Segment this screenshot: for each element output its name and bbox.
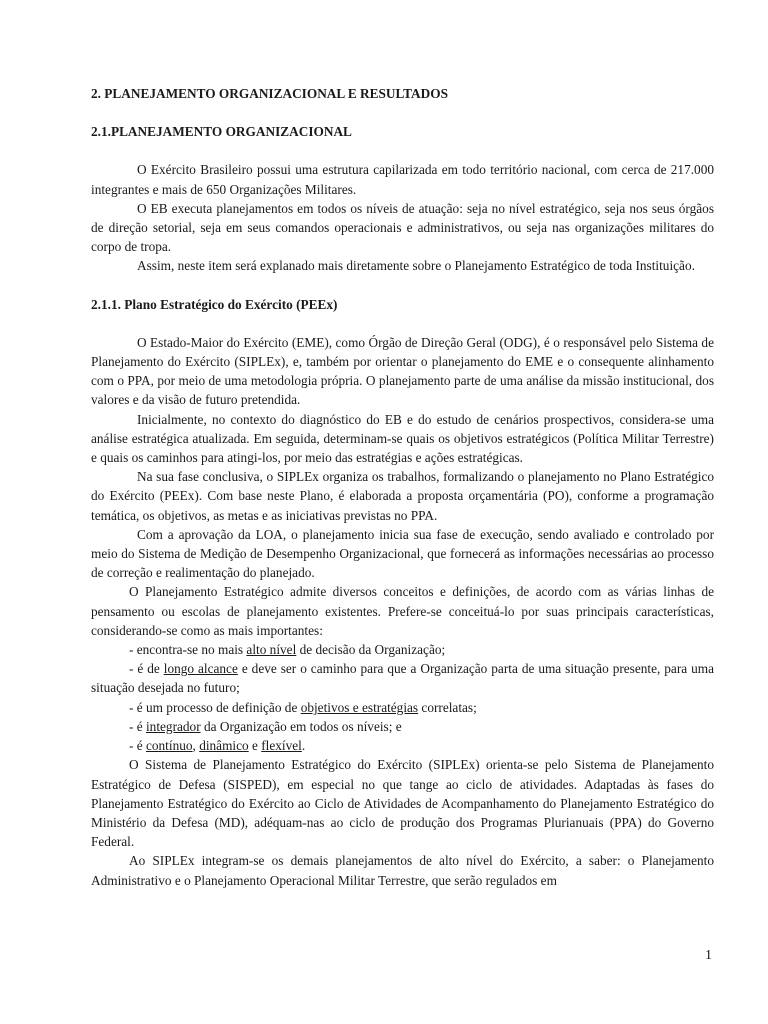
item-text: - é bbox=[129, 738, 146, 754]
item-emphasis: integrador bbox=[145, 718, 201, 734]
peex-heading: 2.1.1. Plano Estratégico do Exército (PEEx) bbox=[91, 296, 338, 312]
peex-paragraph: O Planejamento Estratégico admite diversos conceitos e definições, de acordo com as várias linhas de pensamento ou escolas de planejamento existentes. Prefere-se conceituá-lo por suas principais características, considerando-se como as mais importantes: bbox=[91, 584, 714, 638]
item-text: correlatas; bbox=[418, 699, 477, 715]
item-text: de decisão da Organização; bbox=[296, 642, 446, 658]
item-text: e deve ser o caminho para que a Organização parta de uma situação presente, para uma situação desejada no futuro; bbox=[91, 661, 714, 696]
intro-paragraph: O EB executa planejamentos em todos os níveis de atuação: seja no nível estratégico, seja nos seus órgãos de direção setorial, seja em seus comandos operacionais e administrativos, ou seja nas organizações militares do corpo de tropa. bbox=[91, 200, 714, 255]
item-text: - é um processo de definição de bbox=[129, 699, 301, 715]
item-emphasis: flexível bbox=[261, 738, 302, 754]
characteristic-item bbox=[91, 717, 714, 736]
item-emphasis: dinâmico bbox=[199, 738, 249, 754]
item-emphasis: alto nível bbox=[246, 642, 297, 658]
item-text: - é bbox=[129, 718, 146, 734]
item-text: - é de bbox=[129, 661, 164, 677]
peex-paragraph: O Estado-Maior do Exército (EME), como Órgão de Direção Geral (ODG), é o responsável pelo Sistema de Planejamento do Exército (SIPLEx), e, também por orientar o planejamento do EME e o consequente alinhamento com o PPA, por meio de uma metodologia própria. O planejamento parte de uma análise da missão institucional, dos valores e da visão de futuro pretendida. bbox=[91, 334, 714, 408]
closing-paragraph: O Sistema de Planejamento Estratégico do Exército (SIPLEx) orienta-se pelo Sistema de Planejamento Estratégico de Defesa (SISPED), em especial no que tange ao ciclo de atividades. Adaptadas às fases do Planejamento Estratégico do Exército ao Ciclo de Atividades de Acompanhamento do Planejamento Estratégico do Ministério da Defesa (MD), adéquam-nas ao ciclo de produção dos Programas Plurianuais (PPA) do Governo Federal. bbox=[91, 757, 714, 850]
characteristic-item bbox=[91, 736, 714, 755]
item-emphasis: objetivos e estratégias bbox=[300, 699, 419, 715]
item-emphasis: contínuo bbox=[145, 738, 193, 754]
section-heading: 2. PLANEJAMENTO ORGANIZACIONAL E RESULTADOS bbox=[91, 86, 448, 101]
characteristic-item bbox=[91, 698, 714, 717]
peex-paragraph: Com a aprovação da LOA, o planejamento inicia sua fase de execução, sendo avaliado e controlado por meio do Sistema de Medição de Desempenho Organizacional, que fornecerá as informações necessárias ao processo de correção e realimentação do planejado. bbox=[91, 526, 714, 581]
characteristic-item bbox=[91, 659, 714, 697]
page-number: 1 bbox=[705, 948, 712, 963]
peex-paragraph: Inicialmente, no contexto do diagnóstico do EB e do estudo de cenários prospectivos, considera-se uma análise estratégica atualizada. Em seguida, determinam-se quais os objetivos estratégicos (Política Militar Terrestre) e quais os caminhos para atingi-los, por meio das estratégias e ações estratégicas. bbox=[91, 411, 714, 466]
characteristic-item bbox=[91, 640, 714, 659]
item-text: , bbox=[192, 738, 200, 754]
item-text: da Organização em todos os níveis; e bbox=[200, 718, 402, 734]
closing-paragraph: Ao SIPLEx integram-se os demais planejamentos de alto nível do Exército, a saber: o Planejamento Administrativo e o Planejamento Operacional Militar Terrestre, que serão regulados em bbox=[91, 853, 714, 888]
item-emphasis: longo alcance bbox=[163, 661, 238, 677]
item-text: - encontra-se no mais bbox=[129, 642, 247, 658]
intro-paragraph: O Exército Brasileiro possui uma estrutura capilarizada em todo território nacional, com cerca de 217.000 integrantes e mais de 650 Organizações Militares. bbox=[91, 162, 714, 197]
item-text: . bbox=[301, 738, 306, 754]
item-text: e bbox=[248, 738, 262, 754]
subsection-heading: 2.1.PLANEJAMENTO ORGANIZACIONAL bbox=[91, 124, 352, 140]
intro-paragraph: Assim, neste item será explanado mais diretamente sobre o Planejamento Estratégico de toda Instituição. bbox=[137, 258, 695, 274]
peex-paragraph: Na sua fase conclusiva, o SIPLEx organiza os trabalhos, formalizando o planejamento no Plano Estratégico do Exército (PEEx). Com base neste Plano, é elaborada a proposta orçamentária (PO), conforme a programação temática, os objetivos, as metas e as iniciativas previstas no PPA. bbox=[91, 469, 714, 523]
